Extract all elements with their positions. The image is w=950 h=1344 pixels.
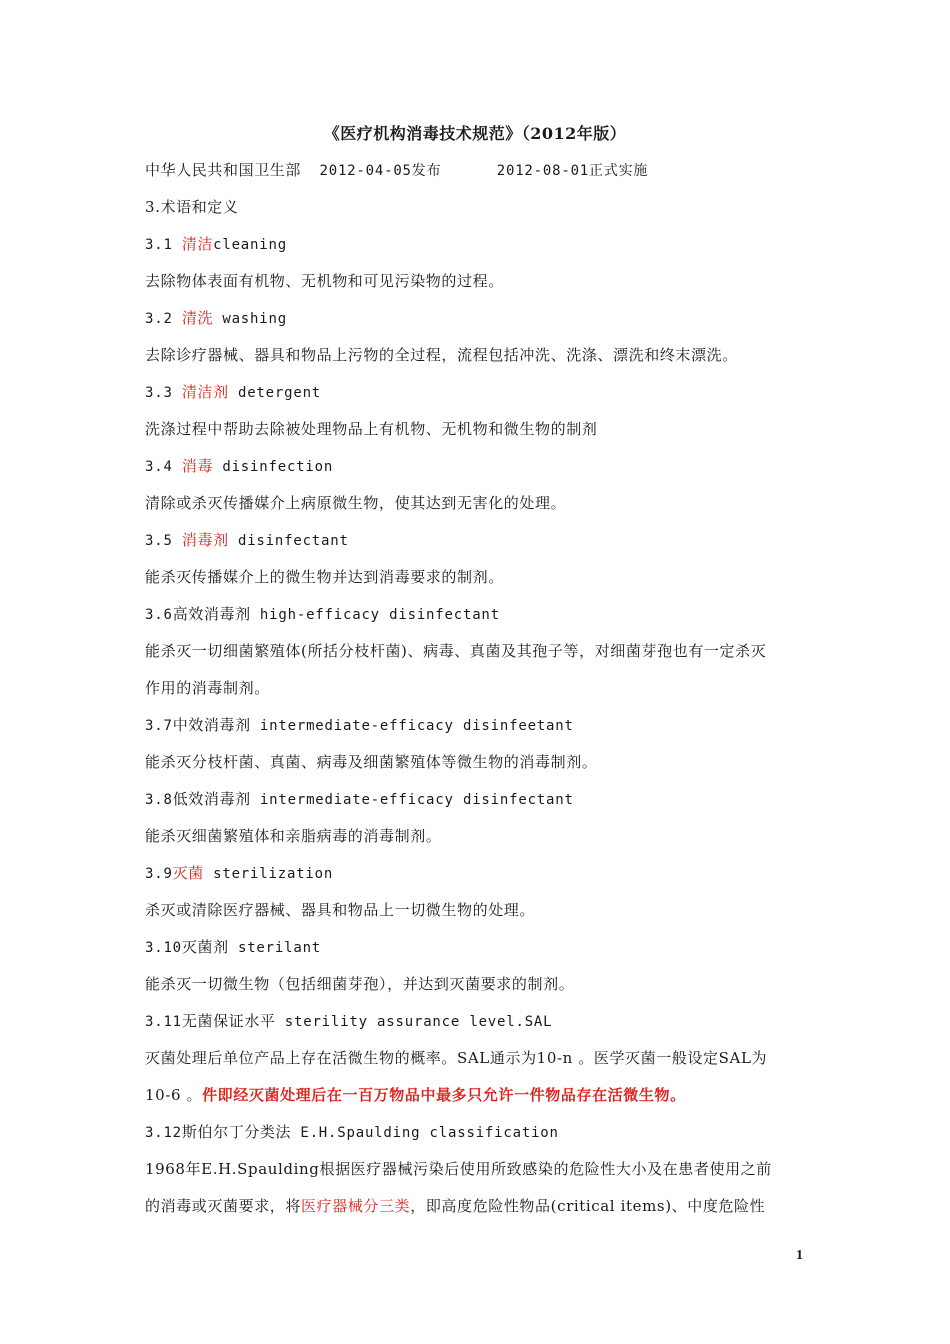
section-heading: 3.术语和定义: [145, 198, 239, 216]
term-definition-continued: 10-6 。件即经灭菌处理后在一百万物品中最多只允许一件物品存在活微生物。: [145, 1086, 686, 1104]
issuer: 中华人民共和国卫生部: [145, 161, 302, 179]
term-heading: 3.5 消毒剂 disinfectant: [145, 531, 349, 549]
term-name: 消毒: [181, 457, 214, 475]
document-body: [145, 158, 810, 1231]
term-definition: 清除或杀灭传播媒介上病原微生物，使其达到无害化的处理。: [145, 494, 567, 512]
term-english: washing: [213, 311, 287, 327]
term-name: 清洗: [181, 309, 214, 327]
term-definition: 能杀灭一切细菌繁殖体(所括分枝杆菌)、病毒、真菌及其孢子等，对细菌芽孢也有一定杀灭: [145, 642, 767, 660]
term-name: 中效消毒剂: [172, 716, 251, 734]
term-definition: 作用的消毒制剂。: [145, 679, 270, 697]
term-heading: 3.7中效消毒剂 intermediate-efficacy disinfeetant: [145, 716, 574, 734]
term-english: high-efficacy disinfectant: [250, 607, 500, 623]
term-english: disinfection: [213, 459, 334, 475]
term-english: sterilant: [228, 940, 322, 956]
term-name: 灭菌: [172, 864, 204, 882]
term-english: sterilization: [203, 866, 334, 882]
term-definition: 1968年E.H.Spaulding根据医疗器械污染后使用所致感染的危险性大小及在患者使用之前: [145, 1160, 772, 1178]
issue-date: 2012-04-05发布: [319, 163, 442, 179]
publish-line: [145, 158, 810, 195]
term-definition: 去除物体表面有机物、无机物和可见污染物的过程。: [145, 272, 504, 290]
term-name: 高效消毒剂: [172, 605, 251, 623]
term-name: 无菌保证水平: [181, 1012, 276, 1030]
term-heading: 3.11无菌保证水平 sterility assurance level.SAL: [145, 1012, 553, 1030]
term-heading: 3.8低效消毒剂 intermediate-efficacy disinfectant: [145, 790, 574, 808]
term-english: detergent: [228, 385, 322, 401]
term-name: 斯伯尔丁分类法: [181, 1123, 292, 1141]
spaulding-highlight: 医疗器械分三类: [301, 1197, 411, 1215]
term-english: E.H.Spaulding classification: [291, 1125, 559, 1141]
term-name: 清洁: [181, 235, 214, 253]
term-english: intermediate-efficacy disinfectant: [250, 792, 574, 808]
term-heading: 3.9灭菌 sterilization: [145, 864, 334, 882]
term-english: disinfectant: [228, 533, 349, 549]
sal-highlight: 件即经灭菌处理后在一百万物品中最多只允许一件物品存在活微生物。: [202, 1086, 686, 1104]
term-definition-continued: 的消毒或灭菌要求，将医疗器械分三类，即高度危险性物品(critical items)、中度危险性: [145, 1197, 766, 1215]
term-definition: 能杀灭细菌繁殖体和亲脂病毒的消毒制剂。: [145, 827, 442, 845]
term-definition: 杀灭或清除医疗器械、器具和物品上一切微生物的处理。: [145, 901, 536, 919]
term-heading: 3.12斯伯尔丁分类法 E.H.Spaulding classification: [145, 1123, 559, 1141]
term-definition: 能杀灭传播媒介上的微生物并达到消毒要求的制剂。: [145, 568, 504, 586]
term-heading: 3.6高效消毒剂 high-efficacy disinfectant: [145, 605, 500, 623]
term-heading: 3.4 消毒 disinfection: [145, 457, 334, 475]
term-english: sterility assurance level.SAL: [275, 1014, 553, 1030]
term-definition: 能杀灭一切微生物（包括细菌芽孢），并达到灭菌要求的制剂。: [145, 975, 575, 993]
term-name: 灭菌剂: [181, 938, 229, 956]
term-english: intermediate-efficacy disinfeetant: [250, 718, 574, 734]
term-name: 清洁剂: [181, 383, 229, 401]
page-number: 1: [796, 1248, 803, 1263]
term-definition: 灭菌处理后单位产品上存在活微生物的概率。SAL通示为10-n 。医学灭菌一般设定SAL为: [145, 1049, 768, 1067]
term-english: cleaning: [213, 237, 287, 253]
effective-date: 2012-08-01正式实施: [496, 163, 649, 179]
term-definition: 洗涤过程中帮助去除被处理物品上有机物、无机物和微生物的制剂: [145, 420, 598, 438]
term-definition: 能杀灭分枝杆菌、真菌、病毒及细菌繁殖体等微生物的消毒制剂。: [145, 753, 598, 771]
term-definition: 去除诊疗器械、器具和物品上污物的全过程，流程包括冲洗、洗涤、漂洗和终末漂洗。: [145, 346, 738, 364]
term-heading: 3.2 清洗 washing: [145, 309, 287, 327]
term-heading: 3.3 清洁剂 detergent: [145, 383, 322, 401]
term-name: 消毒剂: [181, 531, 229, 549]
term-heading: 3.10灭菌剂 sterilant: [145, 938, 322, 956]
document-title: 《医疗机构消毒技术规范》（2012年版）: [323, 124, 627, 143]
term-heading: 3.1 清洁cleaning: [145, 235, 287, 253]
term-name: 低效消毒剂: [172, 790, 251, 808]
